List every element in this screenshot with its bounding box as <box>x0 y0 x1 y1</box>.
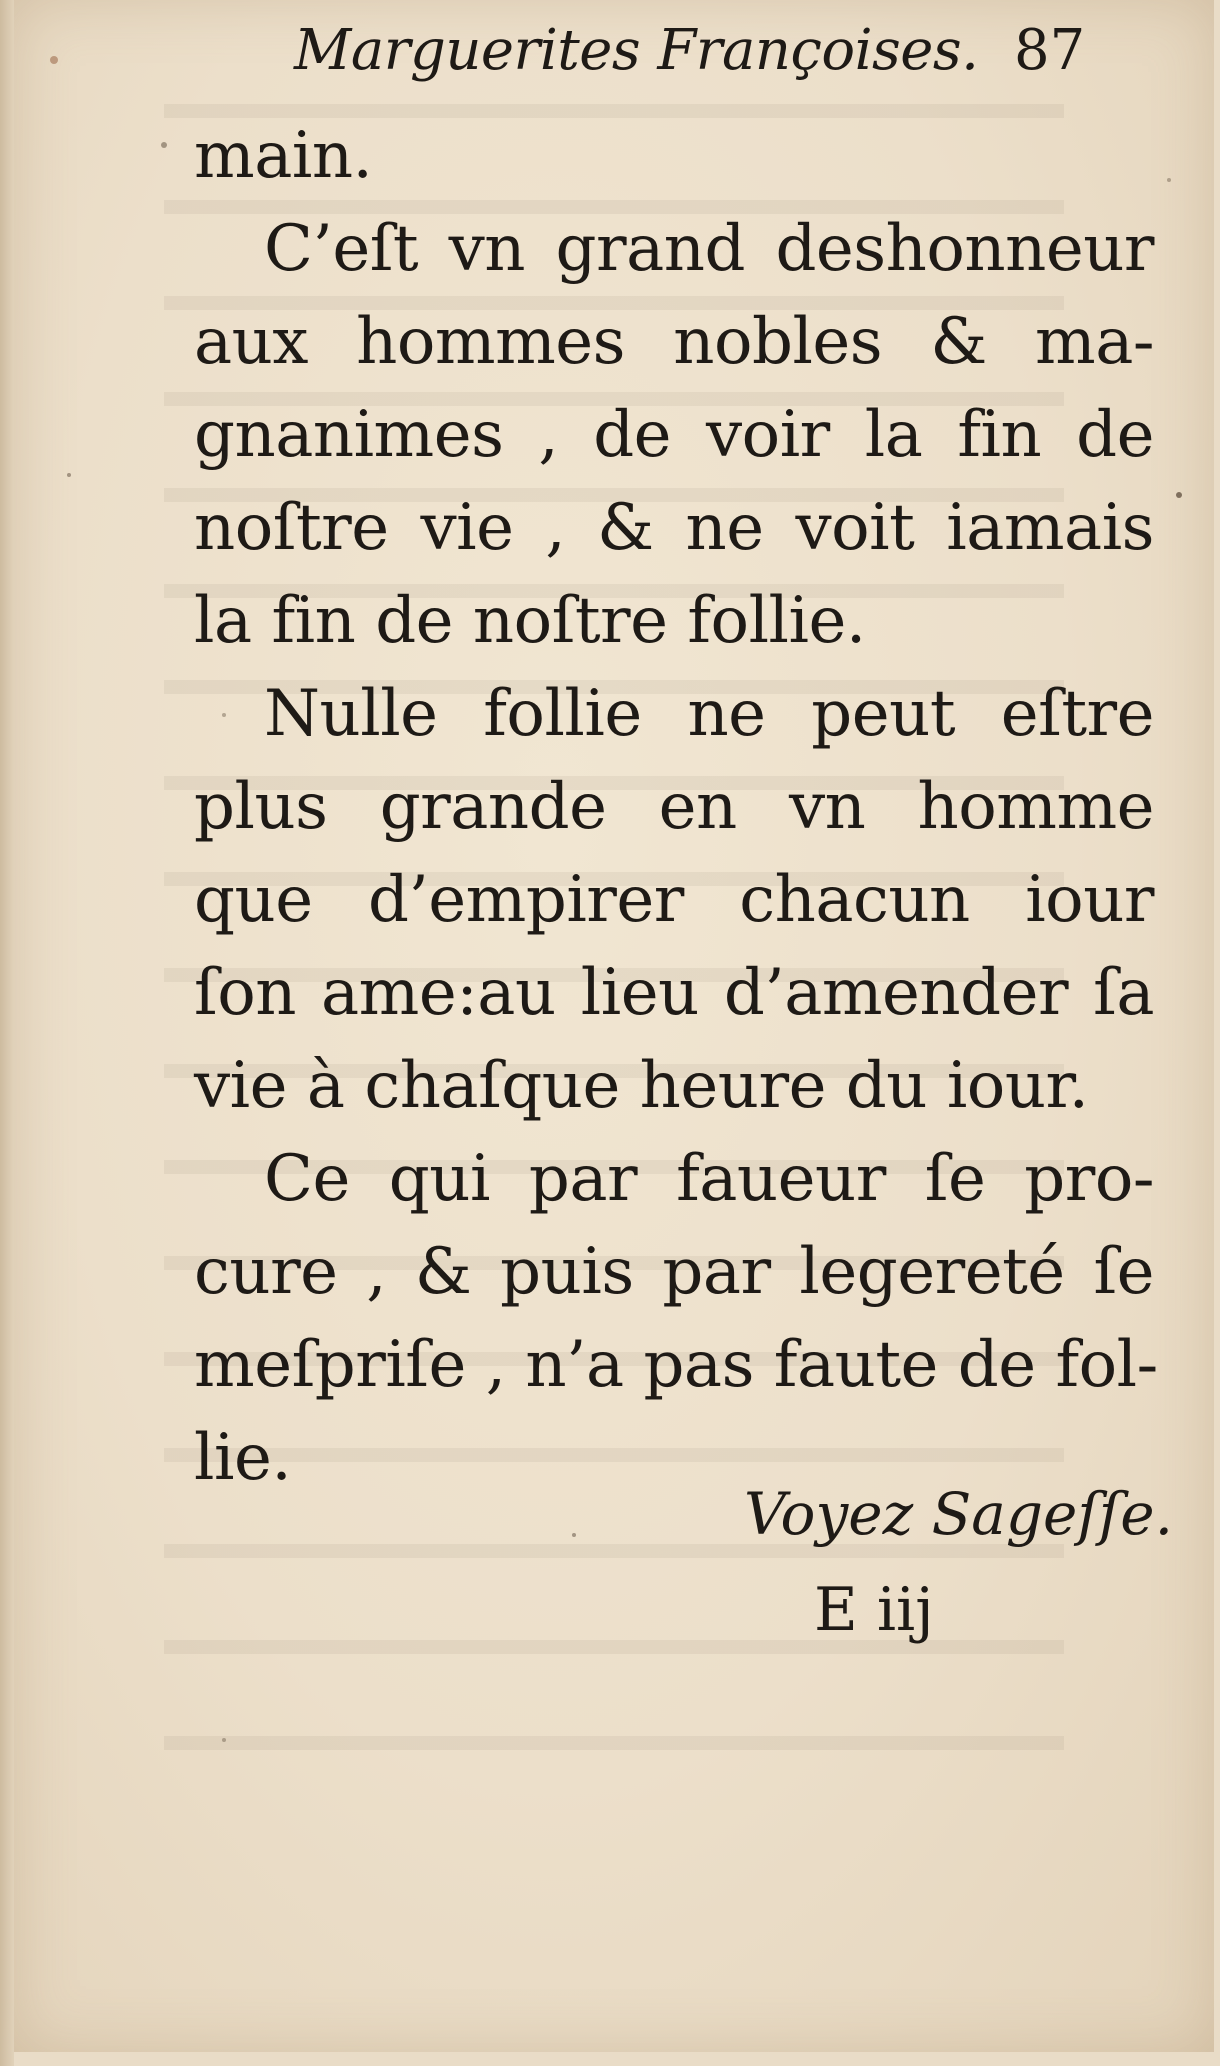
page-header <box>294 18 1114 98</box>
text-line: que d’empirer chacun iour <box>194 863 1154 937</box>
page-number: 87 <box>1014 18 1086 83</box>
page-left-edge <box>0 0 14 2066</box>
text-line: Ce qui par faueur ſe pro- <box>264 1142 1154 1216</box>
text-line: main. <box>194 119 373 193</box>
text-line: meſpriſe , n’a pas faute de fol- <box>194 1328 1158 1402</box>
text-line: ſon ame:au lieu d’amender ſa <box>194 956 1154 1030</box>
text-line: la fin de noſtre follie. <box>194 584 866 658</box>
text-line: vie à chaſque heure du iour. <box>194 1049 1089 1123</box>
text-line: plus grande en vn homme <box>194 770 1154 844</box>
book-page <box>14 0 1214 2052</box>
text-line: cure , & puis par legereté ſe <box>194 1235 1154 1309</box>
text-line: C’eſt vn grand deshonneur <box>264 212 1154 286</box>
text-line: gnanimes , de voir la fin de <box>194 398 1154 472</box>
text-line: aux hommes nobles & ma- <box>194 305 1154 379</box>
body-text <box>194 110 1158 1505</box>
running-title: Marguerites Françoises. <box>294 18 979 83</box>
text-line: lie. <box>194 1421 292 1495</box>
cross-reference: Voyez Sageſſe. <box>744 1480 1174 1548</box>
text-line: Nulle follie ne peut eſtre <box>264 677 1154 751</box>
signature-mark: E iij <box>814 1575 934 1645</box>
text-line: noſtre vie , & ne voit iamais <box>194 491 1154 565</box>
